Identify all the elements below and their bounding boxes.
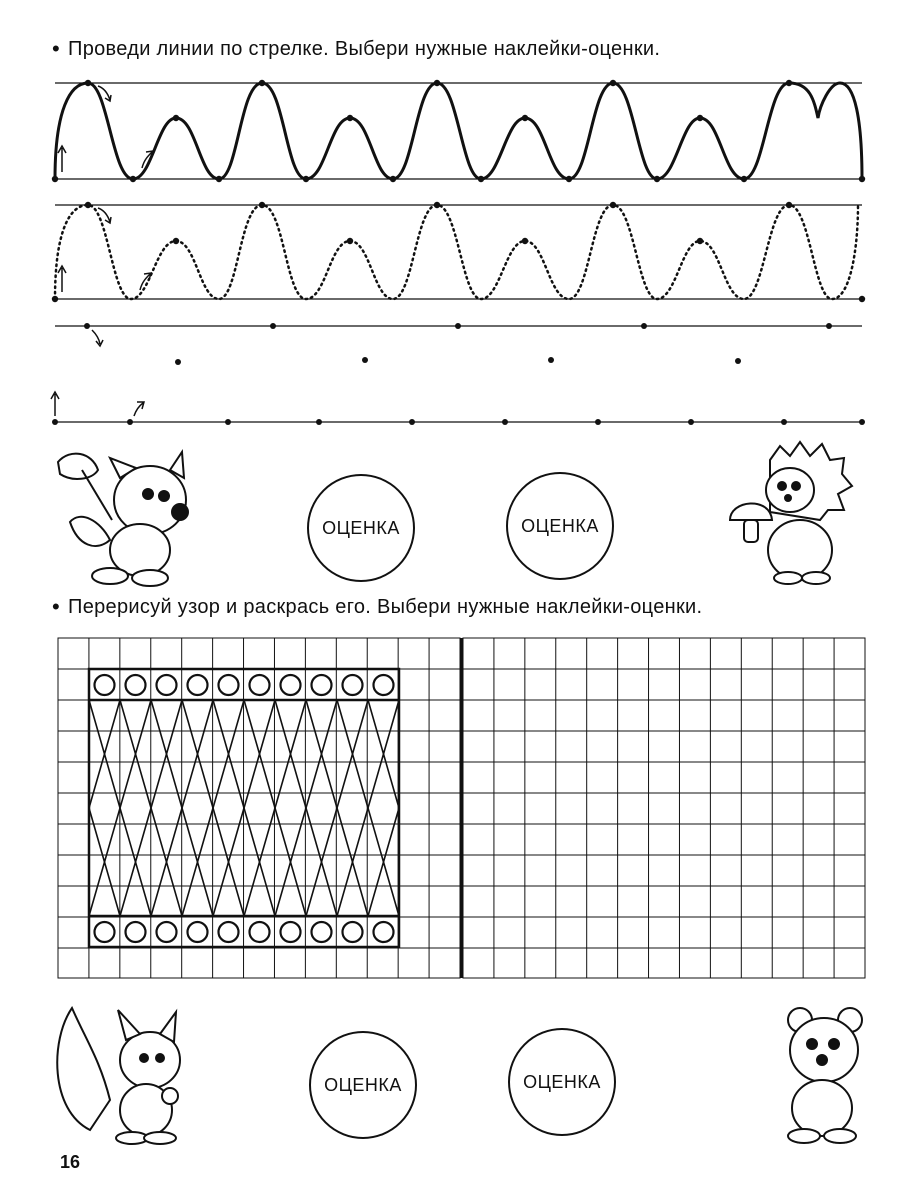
- grade-sticker-slot[interactable]: [307, 474, 415, 582]
- squirrel-illustration: [57, 1008, 180, 1144]
- grade-label: ОЦЕНКА: [521, 515, 599, 536]
- dots-row: [51, 323, 865, 425]
- grade-label: ОЦЕНКА: [523, 1071, 601, 1092]
- pattern-circle: [157, 922, 177, 942]
- pattern-circle: [374, 922, 394, 942]
- page-number: 16: [60, 1152, 81, 1172]
- pattern-circle: [95, 675, 115, 695]
- pattern-circle: [219, 675, 239, 695]
- pattern-circle: [157, 675, 177, 695]
- pattern-circle: [95, 922, 115, 942]
- grid-lines-right: [463, 638, 865, 978]
- task-2-instruction: [52, 594, 702, 620]
- task-1-text: Проведи линии по стрелке. Выбери нужные наклейки-оценки.: [68, 37, 661, 60]
- pattern-circle: [188, 922, 208, 942]
- bullet: •: [52, 36, 61, 61]
- bear-cub-illustration: [788, 1008, 862, 1143]
- grade-sticker-slot[interactable]: [508, 1028, 616, 1136]
- pattern-circle: [250, 922, 270, 942]
- solid-wave-row: [52, 80, 865, 182]
- grade-sticker-slot[interactable]: [309, 1031, 417, 1139]
- pattern-circle: [188, 675, 208, 695]
- task-2-text: Перерисуй узор и раскрась его. Выбери нужные наклейки-оценки.: [68, 595, 703, 618]
- pattern-circle: [126, 922, 146, 942]
- pattern-grid-right[interactable]: [463, 638, 865, 978]
- grade-sticker-slot[interactable]: [506, 472, 614, 580]
- pattern-circle: [374, 675, 394, 695]
- pattern-circle: [219, 922, 239, 942]
- grade-label: ОЦЕНКА: [324, 1074, 402, 1095]
- bullet: •: [52, 594, 61, 619]
- pattern-circle: [312, 922, 332, 942]
- grade-label: ОЦЕНКА: [322, 517, 400, 538]
- pattern-circle: [312, 675, 332, 695]
- pattern-circle: [343, 922, 363, 942]
- pattern-circle: [343, 675, 363, 695]
- pattern-circle: [281, 922, 301, 942]
- dotted-wave-row: [52, 202, 865, 302]
- pattern-circle: [126, 675, 146, 695]
- hedgehog-with-mushroom-illustration: [730, 442, 852, 584]
- pattern-circle: [281, 675, 301, 695]
- dog-with-flag-illustration: [58, 452, 188, 586]
- pattern-circle: [250, 675, 270, 695]
